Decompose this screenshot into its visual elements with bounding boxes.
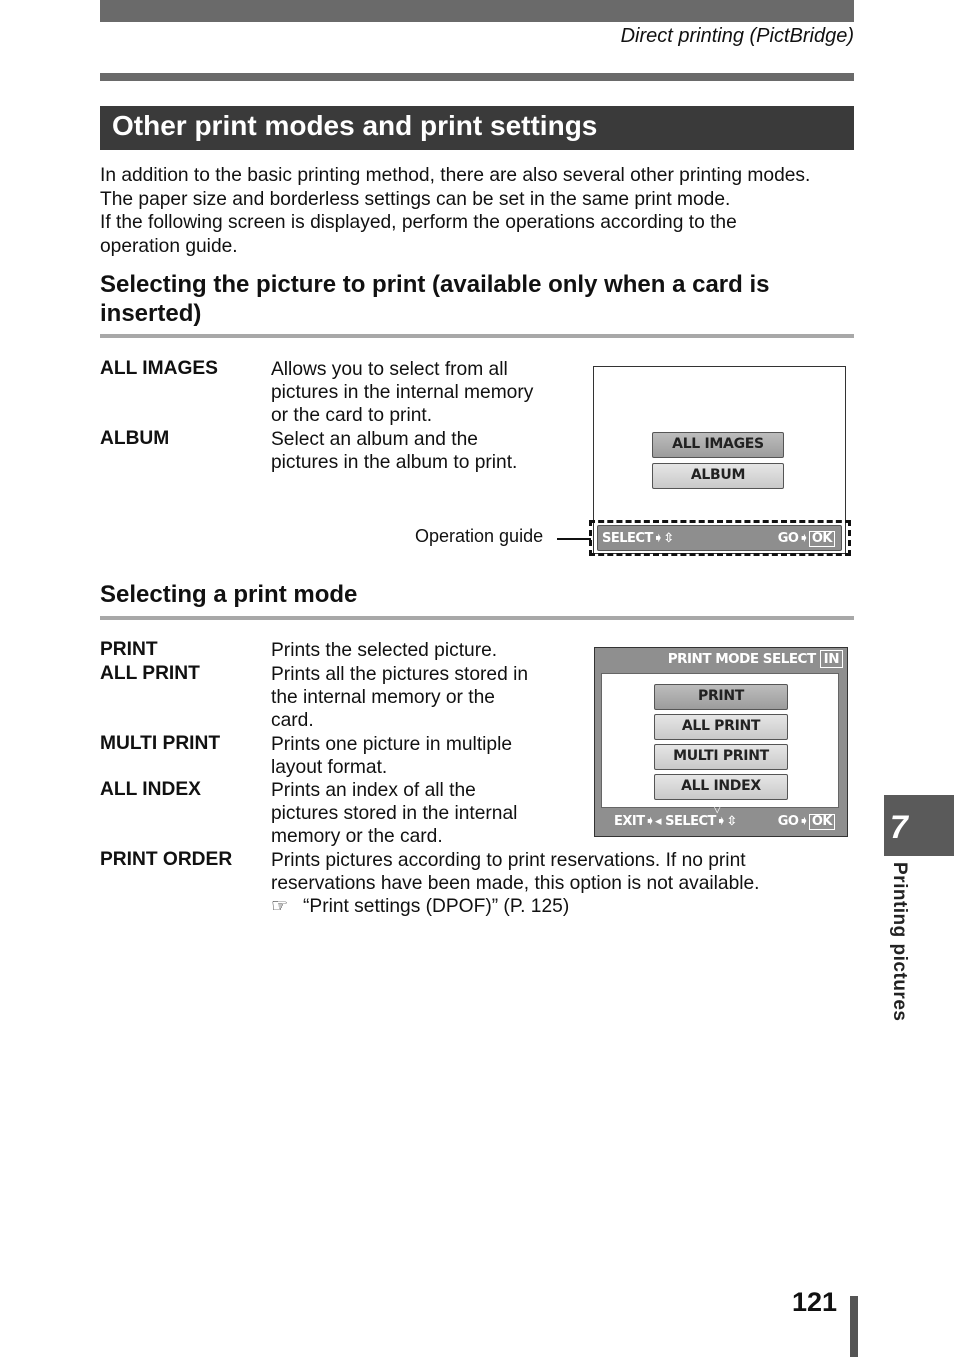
desc-line: Prints the selected picture. [271, 640, 498, 661]
chapter-number: 7 [890, 809, 908, 845]
desc-multi-print [271, 733, 512, 779]
intro-line: If the following screen is displayed, perform the operations according to the [100, 212, 737, 233]
updown-icon: ⇳ [663, 531, 674, 546]
desc-line: layout format. [271, 757, 388, 779]
operation-guide-highlight [589, 520, 851, 556]
term-print: PRINT [100, 639, 158, 660]
intro-line: In addition to the basic printing method, there are also several other printing modes. [100, 165, 811, 186]
reference-link[interactable]: “Print settings (DPOF)” (P. 125) [303, 896, 570, 918]
operation-guide-bar [598, 809, 843, 835]
print-mode-screen-title [668, 651, 843, 667]
term-print-order: PRINT ORDER [100, 849, 233, 870]
section-rule [100, 334, 854, 338]
menu-item-all-images[interactable]: ALL IMAGES [652, 432, 784, 458]
reference-line [271, 895, 831, 918]
desc-print [271, 639, 497, 662]
term-all-images: ALL IMAGES [100, 358, 218, 379]
page-edge-bar [850, 1296, 858, 1357]
desc-all-index [271, 779, 517, 849]
term-all-index: ALL INDEX [100, 779, 201, 800]
camera-screen-print-mode [594, 647, 848, 837]
select-picture-heading [100, 270, 770, 328]
term-album: ALBUM [100, 428, 170, 449]
desc-line: Allows you to select from all [271, 359, 508, 380]
heading-line: Selecting the picture to print (available only when a card is [100, 271, 770, 298]
desc-line: pictures in the internal memory [271, 382, 534, 404]
desc-line: Prints all the pictures stored in [271, 664, 529, 685]
left-button-icon: ◂ [655, 814, 662, 829]
desc-line: Prints pictures according to print reservations. If no print [271, 850, 746, 871]
guide-go-label: GO [777, 814, 799, 829]
scroll-down-icon: ▽ [713, 803, 722, 815]
intro-paragraph [100, 164, 860, 258]
menu-item-all-print[interactable]: ALL PRINT [654, 714, 788, 740]
section-title-bar [100, 106, 854, 150]
ok-button-icon: OK [809, 814, 835, 830]
print-mode-heading: Selecting a print mode [100, 581, 358, 608]
menu-panel [601, 673, 839, 808]
section-title: Other print modes and print settings [112, 110, 598, 141]
desc-all-print [271, 663, 528, 733]
ok-button-icon: OK [809, 531, 835, 547]
page-number: 121 [792, 1287, 838, 1317]
updown-icon: ⇳ [726, 814, 737, 829]
desc-print-order [271, 849, 831, 919]
term-all-print: ALL PRINT [100, 663, 200, 684]
desc-line: Prints one picture in multiple [271, 734, 513, 755]
desc-line: Prints an index of all the [271, 780, 476, 801]
guide-exit-label: EXIT [614, 814, 645, 829]
arrow-right-icon: ➧ [644, 814, 656, 829]
pointing-hand-icon: ☞ [271, 896, 289, 918]
desc-album [271, 428, 517, 474]
desc-line: card. [271, 710, 314, 732]
screen-title-text: PRINT MODE SELECT [667, 651, 816, 667]
term-multi-print: MULTI PRINT [100, 733, 221, 754]
chapter-label: Printing pictures [889, 862, 910, 1022]
guide-go-label: GO [777, 531, 799, 546]
header-rule [100, 73, 854, 81]
menu-item-all-index[interactable]: ALL INDEX [654, 774, 788, 800]
arrow-right-icon: ➧ [798, 531, 809, 546]
desc-line: pictures stored in the internal [271, 803, 518, 825]
desc-line: or the card to print. [271, 405, 433, 427]
arrow-right-icon: ➧ [652, 531, 664, 546]
intro-line: operation guide. [100, 235, 238, 257]
desc-line: the internal memory or the [271, 687, 495, 709]
desc-line: reservations have been made, this option is not available. [271, 873, 760, 895]
arrow-right-icon: ➧ [715, 814, 727, 829]
chapter-tab [884, 795, 954, 856]
menu-item-multi-print[interactable]: MULTI PRINT [654, 744, 788, 770]
section-rule [100, 616, 854, 620]
internal-memory-icon: IN [820, 650, 843, 668]
header-bar [100, 0, 854, 22]
menu-item-album[interactable]: ALBUM [652, 463, 784, 489]
arrow-right-icon: ➧ [798, 814, 809, 829]
guide-select-label: SELECT [602, 531, 653, 546]
operation-guide-label: Operation guide [415, 526, 544, 546]
heading-line: inserted) [100, 300, 202, 327]
desc-all-images [271, 358, 533, 428]
desc-line: Select an album and the [271, 429, 478, 450]
intro-line: The paper size and borderless settings can be set in the same print mode. [100, 188, 731, 210]
guide-select-label: SELECT [665, 814, 716, 829]
desc-line: memory or the card. [271, 826, 443, 848]
desc-line: pictures in the album to print. [271, 452, 518, 474]
menu-item-print[interactable]: PRINT [654, 684, 788, 710]
running-head: Direct printing (PictBridge) [620, 25, 854, 47]
callout-line [557, 538, 591, 540]
